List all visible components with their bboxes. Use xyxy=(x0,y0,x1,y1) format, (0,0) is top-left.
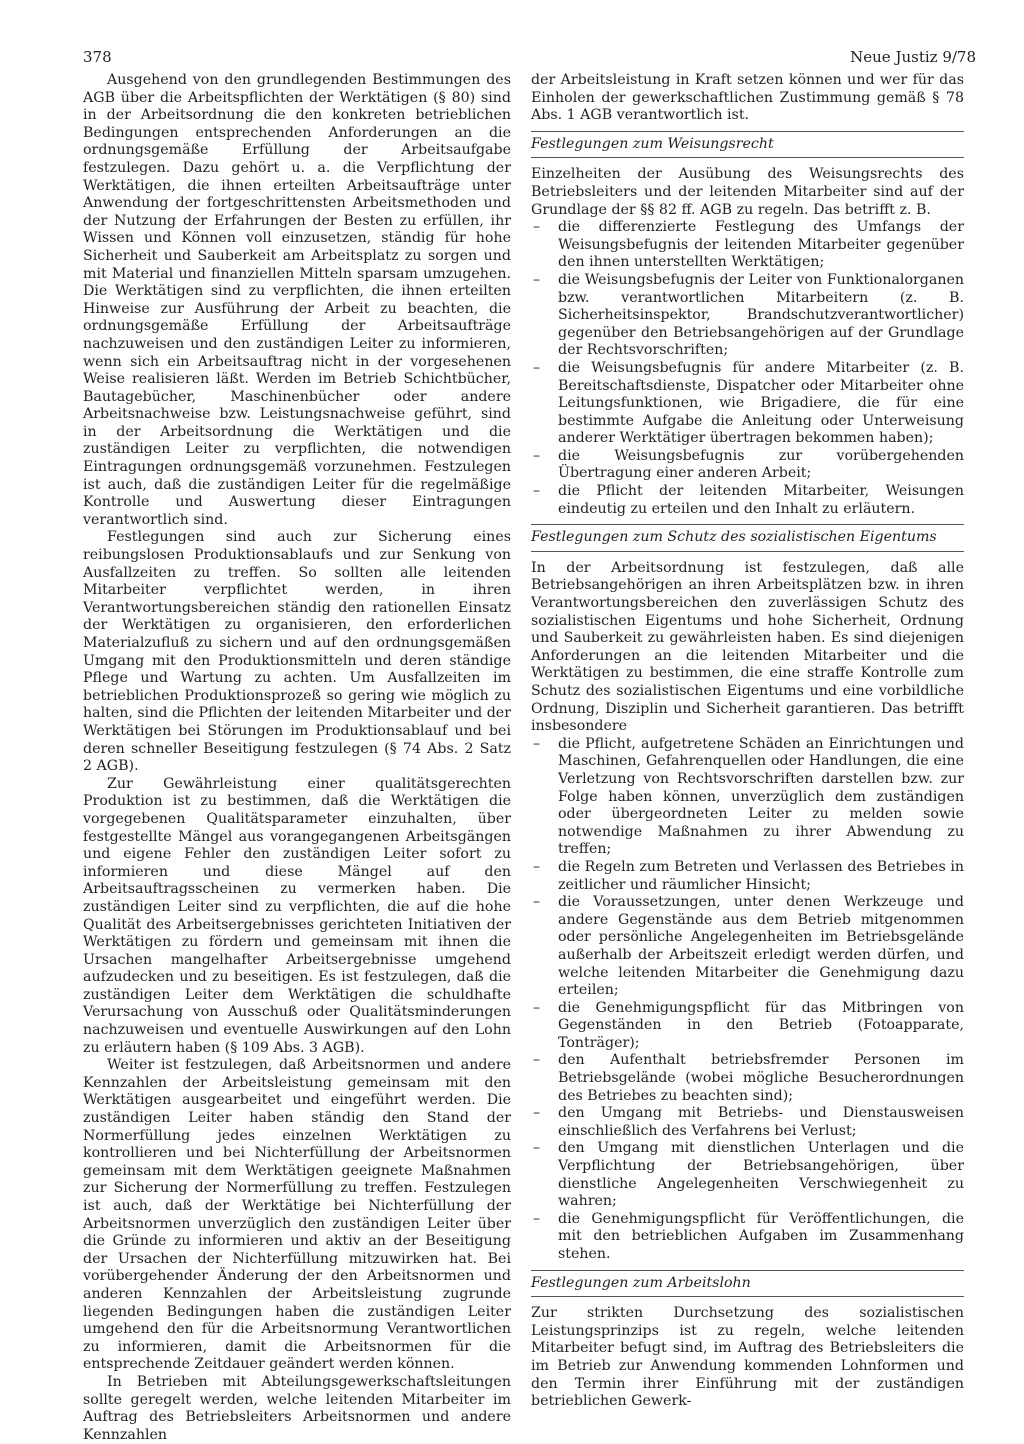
list-item: – die differenzierte Festlegung des Umfangs der Weisungsbefugnis der leitenden Mitarbeiter gegenüber den ihnen unterstellten Werktätigen; xyxy=(533,219,964,271)
list-item: – die Pflicht, aufgetretene Schäden an Einrichtungen und Maschinen, Gefahrenquellen oder Handlungen, die eine Verletzung von Rechtsvorschriften darstellen bzw. zur Folge haben können, unverzüglich dem zuständigen oder übergeordneten Leiter zu melden sowie notwendige Maßnahmen zu ihrer Abwendung zu treffen; xyxy=(533,735,964,858)
list-item: – die Weisungsbefugnis für andere Mitarbeiter (z. B. Bereitschaftsdienste, Dispatcher oder Mitarbeiter ohne Leitungsfunktionen, wie Brigadiere, die für eine bestimmte Aufgabe die Anleitung oder Unterweisung anderer Werktätiger übertragen bekommen haben); xyxy=(533,359,964,447)
list-item: – die Pflicht der leitenden Mitarbeiter, Weisungen eindeutig zu erteilen und den Inhalt zu erläutern. xyxy=(533,483,964,517)
list-item: – den Aufenthalt betriebsfremder Personen im Betriebsgelände (wobei mögliche Besucherordnungen des Betriebes zu beachten sind); xyxy=(533,1052,964,1104)
page-header xyxy=(83,48,976,72)
paragraph: Weiter ist festzulegen, daß Arbeitsnormen und andere Kennzahlen der Arbeitsleistung gemeinsam mit den Werktätigen ausgearbeitet und eingeführt werden. Die zuständigen Leiter haben ständig den Stand der Normerfüllung jedes einzelnen Werktätigen zu kontrollieren und bei Nichterfüllung der Arbeitsnormen gemeinsam mit dem Werktätigen geeignete Maßnahmen zur Sicherung der Normerfüllung zu treffen. Festzulegen ist auch, daß der Werktätige bei Nichterfüllung der Arbeitsnormen unverzüglich den zuständigen Leiter über die Gründe zu informieren und aktiv an der Beseitigung der Ursachen der Nichterfüllung mitzuwirken hat. Bei vorübergehender Änderung der den Arbeitsnormen und anderen Kennzahlen der Arbeitsleistung zugrunde liegenden Bedingungen haben die zuständigen Leiter umgehend den für die Arbeitsnormung Verantwortlichen zu informieren, damit die Arbeitsnormen für die entsprechende Zeitdauer geändert werden können. xyxy=(83,1057,511,1373)
divider xyxy=(531,157,964,158)
list-item: – die Voraussetzungen, unter denen Werkzeuge und andere Gegenstände aus dem Betrieb mitgenommen oder persönliche Angelegenheiten im Betriebsgelände außerhalb der Arbeitszeit erledigt werden dürfen, und welche leitenden Mitarbeiter die Genehmigung dazu erteilen; xyxy=(533,894,964,999)
page-number: 378 xyxy=(83,48,112,66)
list-item: – die Genehmigungspflicht für das Mitbringen von Gegenständen in den Betrieb (Fotoapparate, Tonträger); xyxy=(533,999,964,1051)
section-heading: Festlegungen zum Weisungsrecht xyxy=(531,135,774,152)
divider xyxy=(531,1270,964,1271)
dash-list xyxy=(531,736,964,1264)
list-item: – den Umgang mit dienstlichen Unterlagen und die Verpflichtung der Betriebsangehörigen, über dienstliche Angelegenheiten Verschwiegenheit zu wahren; xyxy=(533,1140,964,1210)
list-item: – die Weisungsbefugnis der Leiter von Funktionalorganen bzw. verantwortlichen Mitarbeitern (z. B. Sicherheitsinspektor, Brandschutzverantwortlicher) gegenüber den Betriebsangehörigen auf der Grundlage der Rechtsvorschriften; xyxy=(533,271,964,359)
divider xyxy=(531,551,964,552)
list-item: – die Regeln zum Betreten und Verlassen des Betriebes in zeitlicher und räumlicher Hinsicht; xyxy=(533,858,964,893)
list-item: – den Umgang mit Betriebs- und Dienstausweisen einschließlich des Verfahrens bei Verlust; xyxy=(533,1105,964,1139)
divider xyxy=(531,131,964,132)
paragraph: In der Arbeitsordnung ist festzulegen, daß alle Betriebsangehörigen an ihren Arbeitsplätzen bzw. in ihren Verantwortungsbereichen den zuverlässigen Schutz des sozialistischen Eigentums und hohe Sicherheit, Ordnung und Sauberkeit zu gewährleisten haben. Es sind diejenigen Anforderungen an die leitenden Mitarbeiter und die Werktätigen zu bestimmen, die eine straffe Kontrolle zum Schutz des sozialistischen Eigentums und eine vorbildliche Ordnung, Disziplin und Sicherheit garantieren. Das betrifft insbesondere xyxy=(531,559,964,735)
paragraph: In Betrieben mit Abteilungsgewerkschaftsleitungen sollte geregelt werden, welche leitenden Mitarbeiter im Auftrag des Betriebsleiters Arbeitsnormen und andere Kennzahlen xyxy=(83,1373,511,1443)
right-column xyxy=(531,72,964,1411)
paragraph: Festlegungen sind auch zur Sicherung eines reibungslosen Produktionsablaufs und zur Senkung von Ausfallzeiten zu treffen. So sollten alle leitenden Mitarbeiter verpflichtet werden, in ihren Verantwortungsbereichen ständig den rationellen Einsatz der Werktätigen zu organisieren, den erforderlichen Materialzufluß zu sichern und auf den ordnungsgemäßen Umgang mit den Produktionsmitteln und deren ständige Pflege und Wartung zu achten. Um Ausfallzeiten im betrieblichen Produktionsprozeß so gering wie möglich zu halten, sind die Pflichten der leitenden Mitarbeiter und der Werktätigen bei Störungen im Produktionsablauf und bei deren schneller Beseitigung festzulegen (§ 74 Abs. 2 Satz 2 AGB). xyxy=(83,529,511,775)
paragraph: Zur Gewährleistung einer qualitätsgerechten Produktion ist zu bestimmen, daß die Werktätigen die vorgegebenen Qualitätsparameter einzuhalten, über festgestellte Mängel aus vorangegangenen Arbeitsgängen und eigene Fehler den zuständigen Leiter sofort zu informieren und diese Mängel auf den Arbeitsauftragsscheinen zu vermerken haben. Die zuständigen Leiter sind zu verpflichten, die auf die hohe Qualität des Arbeitsergebnisses gerichteten Initiativen der Werktätigen zu fördern und gemeinsam mit ihnen die Ursachen mangelhafter Arbeitsergebnisse umgehend aufzudecken und zu beseitigen. Es ist festzulegen, daß die zuständigen Leiter dem Werktätigen die schuldhafte Verursachung von Ausschuß oder Qualitätsminderungen nachzuweisen und eventuelle Auswirkungen auf den Lohn zu erläutern haben (§ 109 Abs. 3 AGB). xyxy=(83,775,511,1056)
paragraph: Ausgehend von den grundlegenden Bestimmungen des AGB über die Arbeitspflichten der Werktätigen (§ 80) sind in der Arbeitsordnung die den konkreten betrieblichen Bedingungen entsprechenden Anforderungen an die ordnungsgemäße Erfüllung der Arbeitsaufgabe festzulegen. Dazu gehört u. a. die Verpflichtung der Werktätigen, die ihnen erteilten Arbeitsaufträge unter Anwendung der fortgeschrittensten Arbeitsmethoden und der Nutzung der Erfahrungen der Besten zu erfüllen, ihr Wissen und Können voll einzusetzen, ständig für hohe Sicherheit und Sauberkeit am Arbeitsplatz zu sorgen und mit Material und finanziellen Mitteln sparsam umzugehen. Die Werktätigen sind zu verpflichten, die ihnen erteilten Hinweise zur Ausführung der Arbeit zu beachten, die ordnungsgemäße Erfüllung der Arbeitsaufträge nachzuweisen und den zuständigen Leiter zu informieren, wenn sich ein Arbeitsauftrag nicht in der vorgesehenen Weise realisieren läßt. Werden im Betrieb Schichtbücher, Bautagebücher, Maschinenbücher oder andere Arbeitsnachweise bzw. Leistungsnachweise geführt, sind in der Arbeitsordnung die Werktätigen und die zuständigen Leiter zu verpflichten, die notwendigen Eintragungen ordnungsgemäß vorzunehmen. Festzulegen ist auch, daß die zuständigen Leiter für die regelmäßige Kontrolle und Auswertung dieser Eintragungen verantwortlich sind. xyxy=(83,72,511,528)
section-heading: Festlegungen zum Arbeitslohn xyxy=(531,1274,751,1291)
divider xyxy=(531,1296,964,1297)
paragraph: Zur strikten Durchsetzung des sozialistischen Leistungsprinzips ist zu regeln, welche leitenden Mitarbeiter befugt sind, im Auftrag des Betriebsleiters die im Betrieb zur Anwendung kommenden Lohnformen und den Termin ihrer Einführung mit der zuständigen betrieblichen Gewerk- xyxy=(531,1305,964,1410)
journal-title: Neue Justiz 9/78 xyxy=(850,48,976,66)
divider xyxy=(531,524,964,525)
paragraph: Einzelheiten der Ausübung des Weisungsrechts des Betriebsleiters und der leitenden Mitarbeiter sind auf der Grundlage der §§ 82 ff. AGB zu regeln. Das betrifft z. B. xyxy=(531,166,964,218)
section-heading: Festlegungen zum Schutz des sozialistischen Eigentums xyxy=(531,529,937,546)
paragraph: der Arbeitsleistung in Kraft setzen können und wer für das Einholen der gewerkschaftlichen Zustimmung gemäß § 78 Abs. 1 AGB verantwortlich ist. xyxy=(531,72,964,124)
left-column xyxy=(83,72,511,1444)
list-item: – die Genehmigungspflicht für Veröffentlichungen, die mit den betrieblichen Aufgaben im Zusammenhang stehen. xyxy=(533,1210,964,1262)
dash-list xyxy=(531,219,964,518)
list-item: – die Weisungsbefugnis zur vorübergehenden Übertragung einer anderen Arbeit; xyxy=(533,447,964,482)
